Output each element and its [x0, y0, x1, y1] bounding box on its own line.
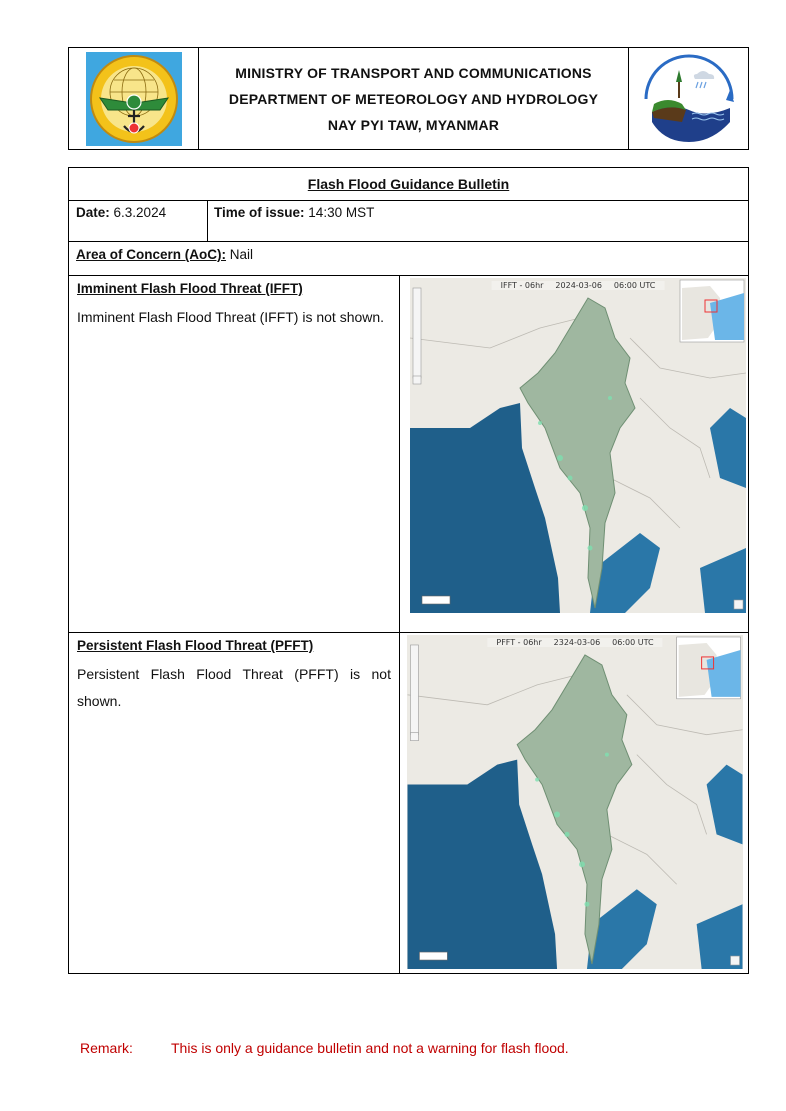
- time-of-issue-label: Time of issue:: [214, 205, 305, 220]
- ifft-map-caption: [492, 281, 665, 290]
- ifft-row: [69, 276, 748, 633]
- department-name: DEPARTMENT OF METEOROLOGY AND HYDROLOGY: [228, 90, 599, 107]
- right-logo-cell: [628, 48, 748, 149]
- ifft-description: Imminent Flash Flood Threat (IFFT) is not shown.: [77, 309, 385, 325]
- pfft-map-product: PFFT - 06hr: [496, 638, 542, 647]
- location-name: NAY PYI TAW, MYANMAR: [327, 116, 500, 133]
- ifft-map-product: IFFT - 06hr: [500, 281, 544, 290]
- letterhead: [68, 47, 749, 150]
- ifft-text-cell: [69, 276, 400, 632]
- ifft-map-cell: [400, 276, 748, 632]
- water-cycle-emblem-icon: [642, 52, 736, 146]
- ifft-map[interactable]: [410, 278, 746, 613]
- left-logo-cell: [69, 48, 199, 149]
- pfft-map-time: 06:00 UTC: [612, 638, 654, 647]
- aoc-label: Area of Concern (AoC):: [76, 247, 227, 262]
- pfft-row: [69, 633, 748, 973]
- bulletin-title-row: [69, 168, 748, 201]
- ifft-map-date: 2024-03-06: [555, 281, 602, 290]
- time-of-issue-value: 14:30 MST: [308, 205, 375, 220]
- date-label: Date:: [76, 205, 110, 220]
- remark-text: This is only a guidance bulletin and not a warning for flash flood.: [171, 1040, 569, 1056]
- ministry-emblem-icon: [86, 52, 182, 146]
- header-title-block: [199, 48, 628, 149]
- ministry-name: MINISTRY OF TRANSPORT AND COMMUNICATIONS: [235, 64, 592, 81]
- pfft-map-date: 2324-03-06: [553, 638, 601, 647]
- bulletin-table: [68, 167, 749, 974]
- bulletin-title: Flash Flood Guidance Bulletin: [307, 176, 510, 192]
- time-of-issue-cell: [208, 201, 748, 241]
- pfft-description: Persistent Flash Flood Threat (PFFT) is not shown.: [77, 666, 391, 709]
- aoc-value: Nail: [229, 247, 254, 262]
- pfft-map-caption: [487, 638, 662, 647]
- pfft-text-cell: [69, 633, 400, 973]
- date-cell: [69, 201, 208, 241]
- ifft-heading: Imminent Flash Flood Threat (IFFT): [77, 281, 303, 296]
- date-time-row: [69, 201, 748, 242]
- date-value: 6.3.2024: [113, 205, 167, 220]
- remark: [80, 1040, 569, 1056]
- remark-label: Remark:: [80, 1040, 133, 1056]
- area-of-concern-row: [69, 242, 748, 276]
- pfft-map-cell: [400, 633, 748, 973]
- pfft-heading: Persistent Flash Flood Threat (PFFT): [77, 638, 314, 653]
- pfft-map[interactable]: [407, 635, 743, 969]
- ifft-map-time: 06:00 UTC: [613, 281, 656, 290]
